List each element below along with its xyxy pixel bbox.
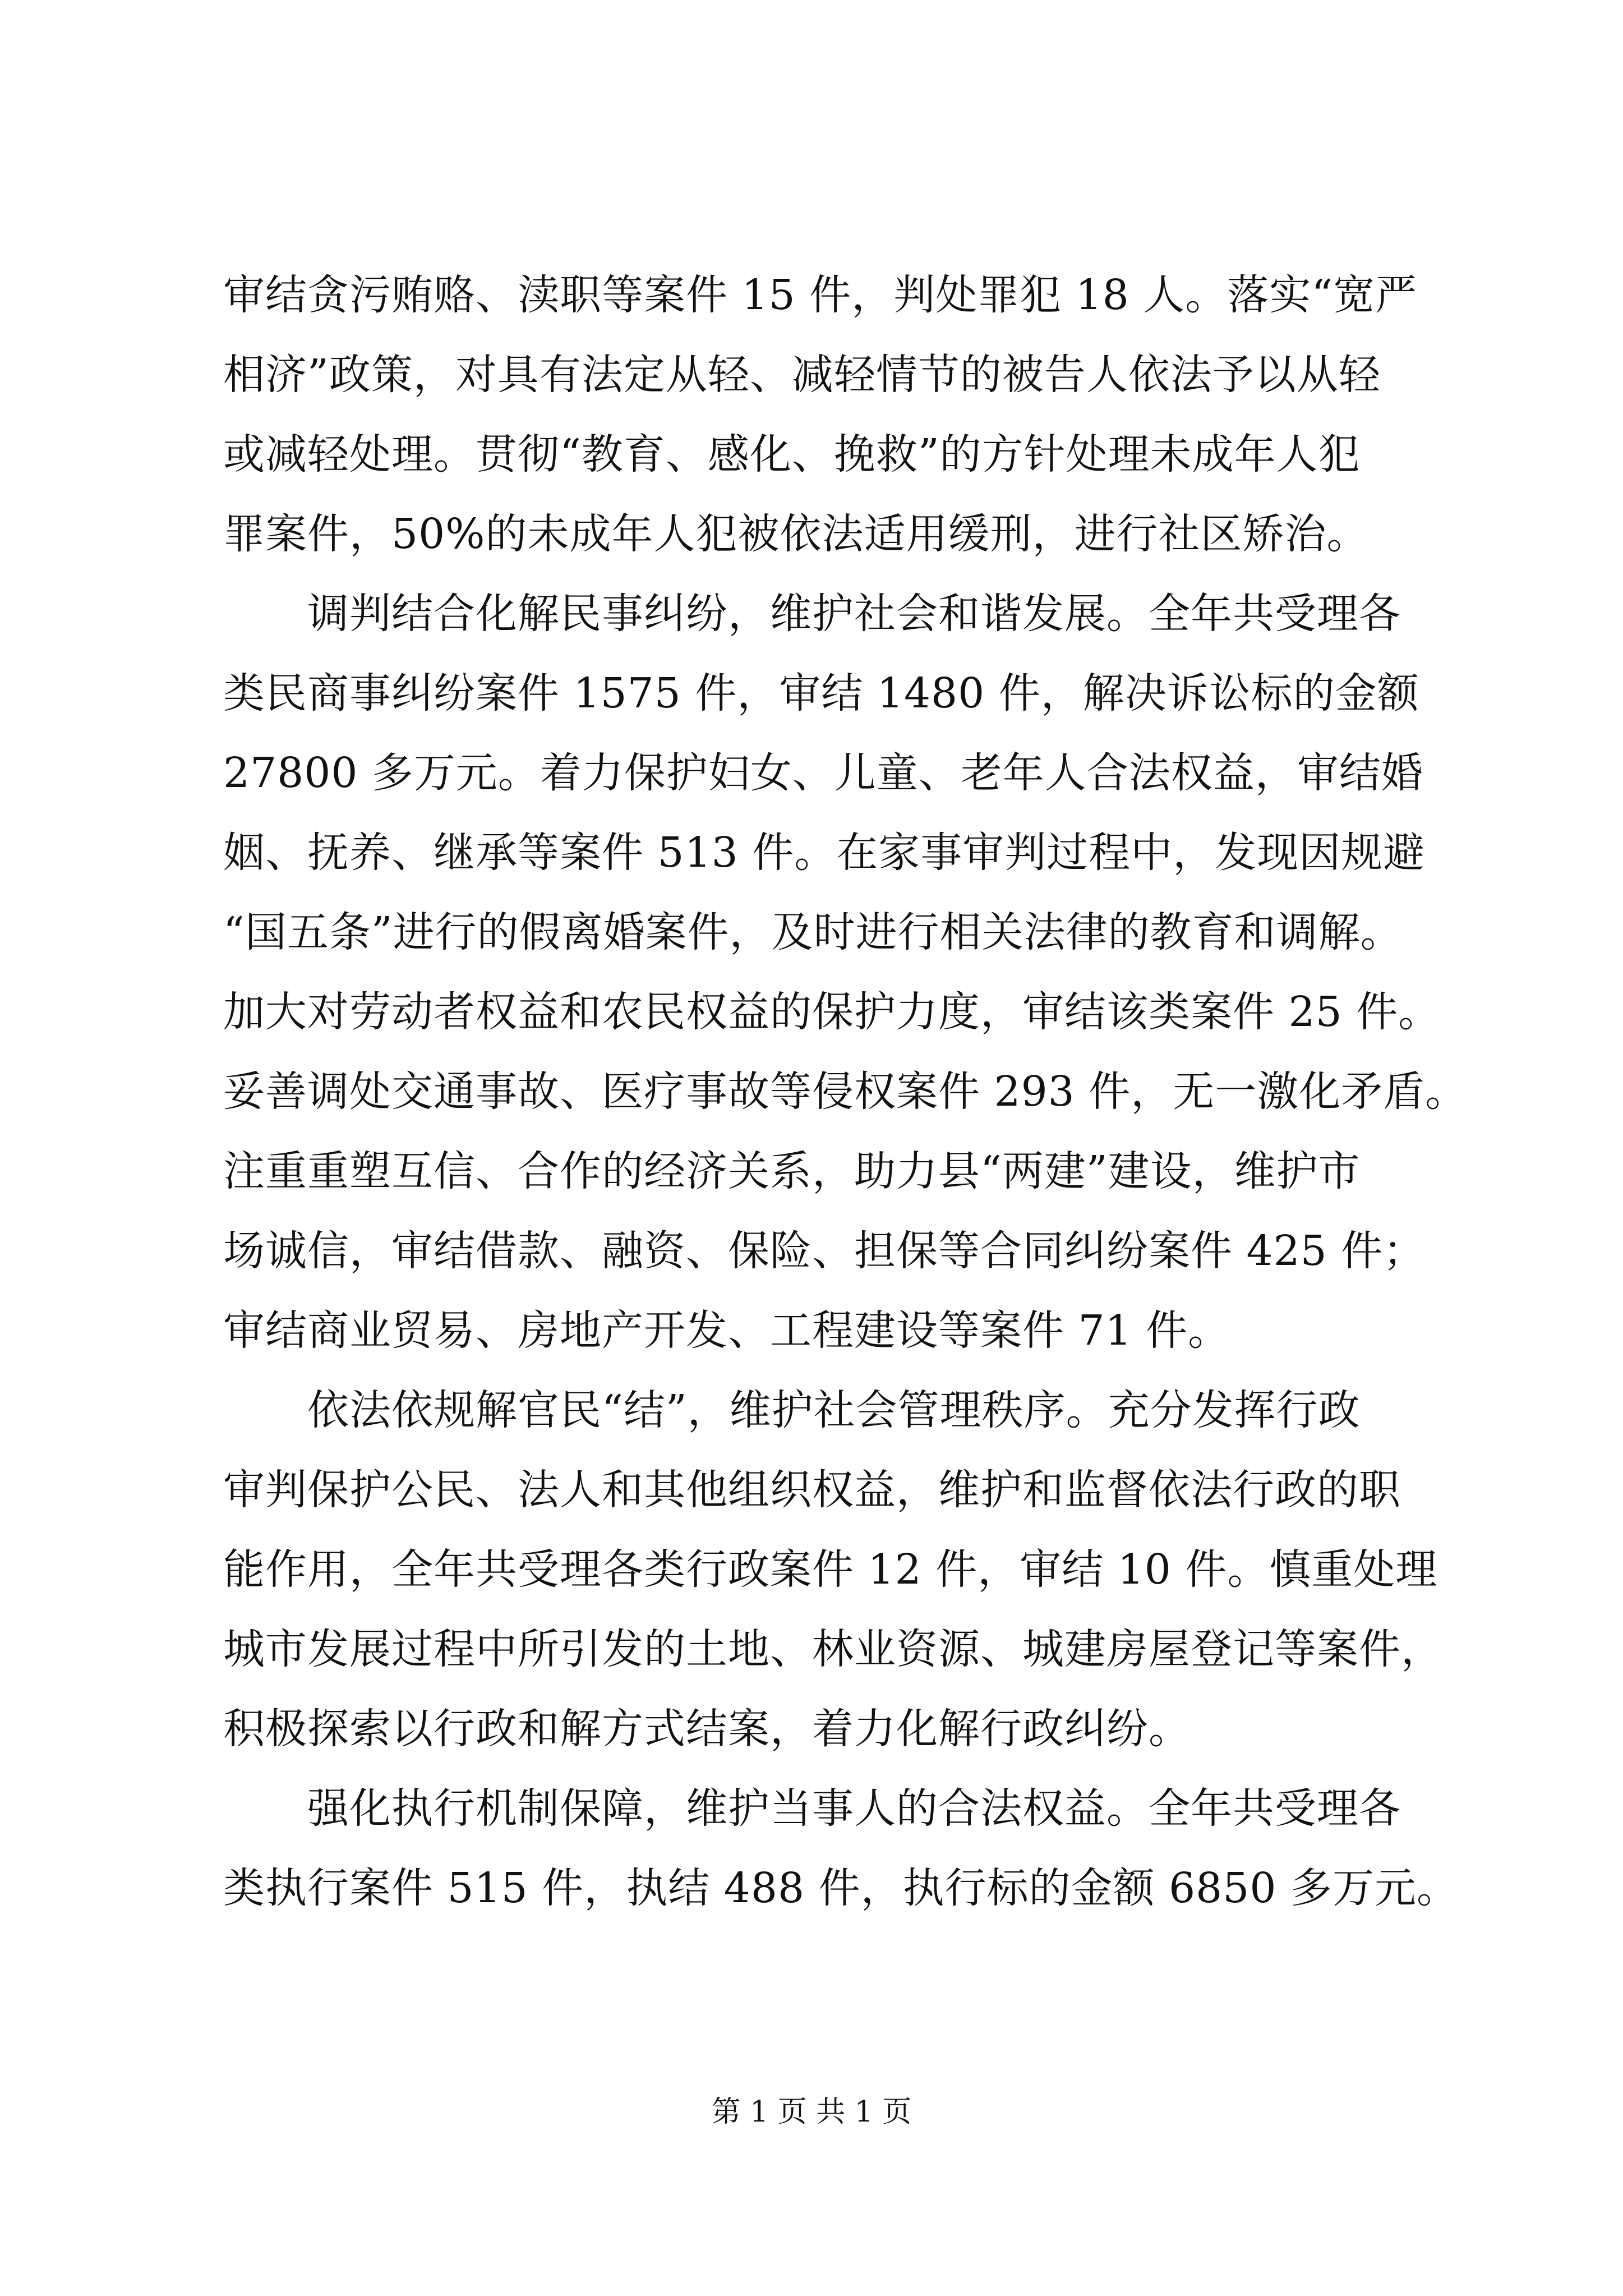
text-line: 强化执行机制保障，维护当事人的合法权益。全年共受理各 (307, 1784, 1401, 1833)
text-line: 27800 多万元。着力保护妇女、儿童、老年人合法权益，审结婚 (223, 749, 1423, 797)
text-line: 相济”政策，对具有法定从轻、减轻情节的被告人依法予以从轻 (223, 351, 1381, 399)
document-body (223, 255, 1468, 1928)
text-line: 积极探索以行政和解方式结案，着力化解行政纠纷。 (223, 1705, 1191, 1753)
text-line: 加大对劳动者权益和农民权益的保护力度，审结该类案件 25 件。 (223, 988, 1441, 1036)
text-line: 城市发展过程中所引发的土地、林业资源、城建房屋登记等案件， (223, 1625, 1443, 1673)
text-line: 姻、抚养、继承等案件 513 件。在家事审判过程中，发现因规避 (223, 829, 1426, 877)
paragraph-civil-disputes (223, 574, 1468, 1370)
paragraph-enforcement (223, 1769, 1459, 1928)
text-line: 或减轻处理。贯彻“教育、感化、挽救”的方针处理未成年人犯 (223, 430, 1361, 478)
text-line: 审结商业贸易、房地产开发、工程建设等案件 71 件。 (223, 1306, 1230, 1355)
paragraph-administrative-cases (223, 1370, 1443, 1769)
text-line: 能作用，全年共受理各类行政案件 12 件，审结 10 件。慎重处理 (223, 1545, 1438, 1594)
text-line: 类民商事纠纷案件 1575 件，审结 1480 件，解决诉讼标的金额 (223, 669, 1419, 717)
page-footer: 第 1 页 共 1 页 (711, 2095, 912, 2129)
text-line: 调判结合化解民事纠纷，维护社会和谐发展。全年共受理各 (307, 590, 1401, 638)
text-line: “国五条”进行的假离婚案件，及时进行相关法律的教育和调解。 (223, 908, 1403, 956)
paragraph-criminal-trials (223, 255, 1429, 574)
text-line: 类执行案件 515 件，执结 488 件，执行标的金额 6850 多万元。 (223, 1864, 1459, 1912)
text-line: 场诚信，审结借款、融资、保险、担保等合同纠纷案件 425 件； (223, 1227, 1426, 1275)
text-line: 审结贪污贿赂、渎职等案件 15 件，判处罪犯 18 人。落实“宽严 (223, 271, 1418, 319)
text-line: 审判保护公民、法人和其他组织权益，维护和监督依法行政的职 (223, 1466, 1401, 1514)
text-line: 注重重塑互信、合作的经济关系，助力县“两建”建设，维护市 (223, 1147, 1361, 1195)
text-line: 依法依规解官民“结”，维护社会管理秩序。充分发挥行政 (307, 1386, 1361, 1434)
text-line: 妥善调处交通事故、医疗事故等侵权案件 293 件，无一激化矛盾。 (223, 1068, 1468, 1116)
text-line: 罪案件，50%的未成年人犯被依法适用缓刑，进行社区矫治。 (223, 510, 1369, 558)
